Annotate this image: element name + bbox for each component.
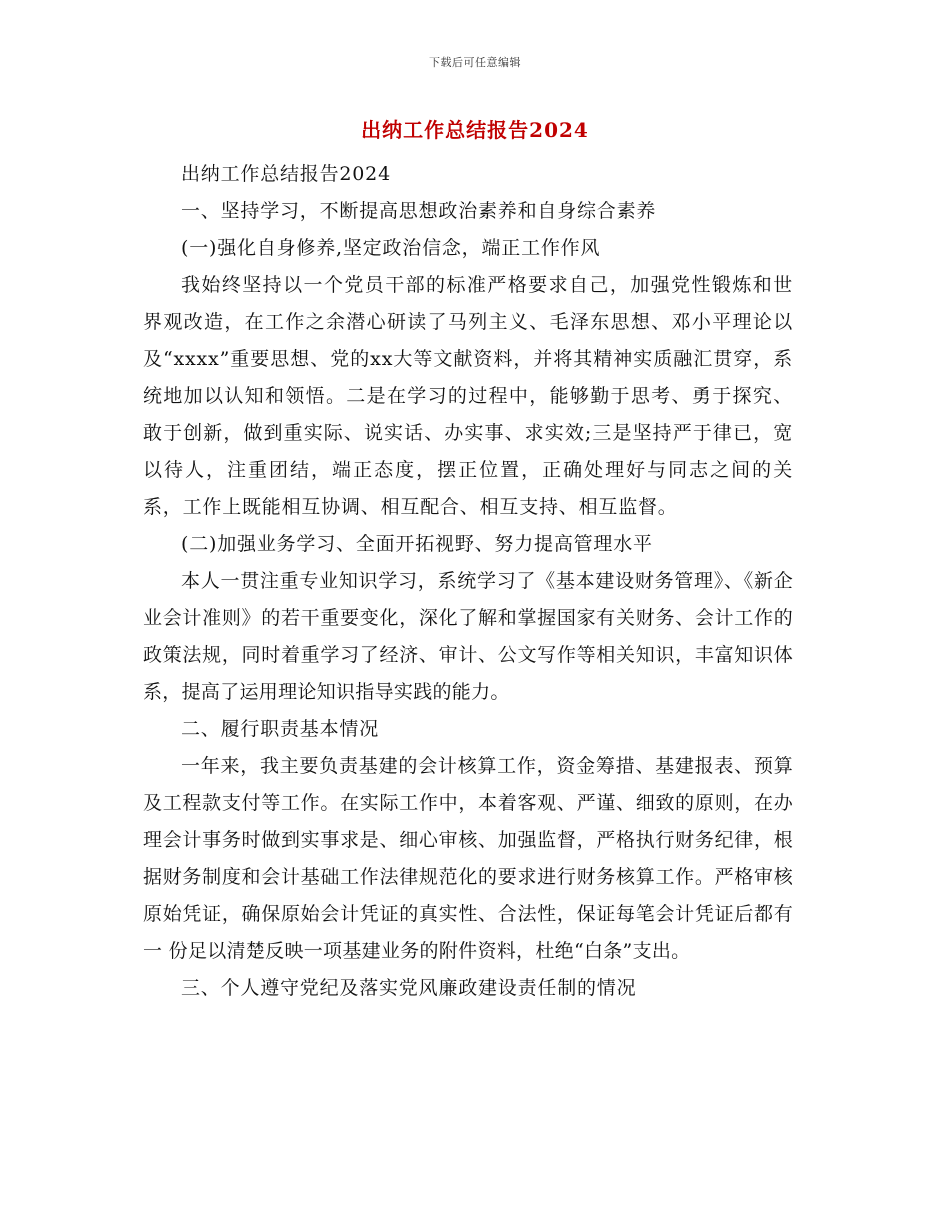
section-heading-3: 三、个人遵守党纪及落实党风廉政建设责任制的情况 — [181, 977, 637, 999]
document-body — [143, 156, 793, 1007]
paragraph-1-1: 我始终坚持以一个党员干部的标准严格要求自己，加强党性锻炼和世界观改造，在工作之余潜心研读了马列主义、毛泽东思想、邓小平理论以及“xxxx”重要思想、党的xx大等文献资料，并将其精神实质融汇贯穿，系统地加以认知和领悟。二是在学习的过程中，能够勤于思考、勇于探究、敢于创新，做到重实际、说实话、办实事、求实效;三是坚持严于律已，宽以待人，注重团结，端正态度，摆正位置，正确处理好与同志之间的关系，工作上既能相互协调、相互配合、相互支持、相互监督。 — [143, 274, 793, 518]
section-heading-1: 一、坚持学习，不断提高思想政治素养和自身综合素养 — [181, 200, 657, 222]
paragraph-subtitle: 出纳工作总结报告2024 — [181, 163, 391, 185]
paragraph-1-2: 本人一贯注重专业知识学习，系统学习了《基本建设财务管理》、《新企业会计准则》的若干重要变化，深化了解和掌握国家有关财务、会计工作的政策法规，同时着重学习了经济、审计、公文写作等相关知识，丰富知识体系，提高了运用理论知识指导实践的能力。 — [143, 570, 793, 703]
subsection-heading-1-1: (一)强化自身修养,坚定政治信念，端正工作作风 — [181, 237, 601, 259]
header-note: 下载后可任意编辑 — [429, 56, 521, 69]
subsection-heading-1-2: (二)加强业务学习、全面开拓视野、努力提高管理水平 — [181, 533, 653, 555]
section-heading-2: 二、履行职责基本情况 — [181, 718, 380, 740]
paragraph-2: 一年来，我主要负责基建的会计核算工作，资金筹措、基建报表、预算及工程款支付等工作。在实际工作中，本着客观、严谨、细致的原则，在办理会计事务时做到实事求是、细心审核、加强监督，严格执行财务纪律，根据财务制度和会计基础工作法律规范化的要求进行财务核算工作。严格审核原始凭证，确保原始会计凭证的真实性、合法性，保证每笔会计凭证后都有一 份足以清楚反映一项基建业务的附件资料，杜绝“白条”支出。 — [143, 755, 793, 962]
document-title: 出纳工作总结报告2024 — [361, 118, 589, 142]
